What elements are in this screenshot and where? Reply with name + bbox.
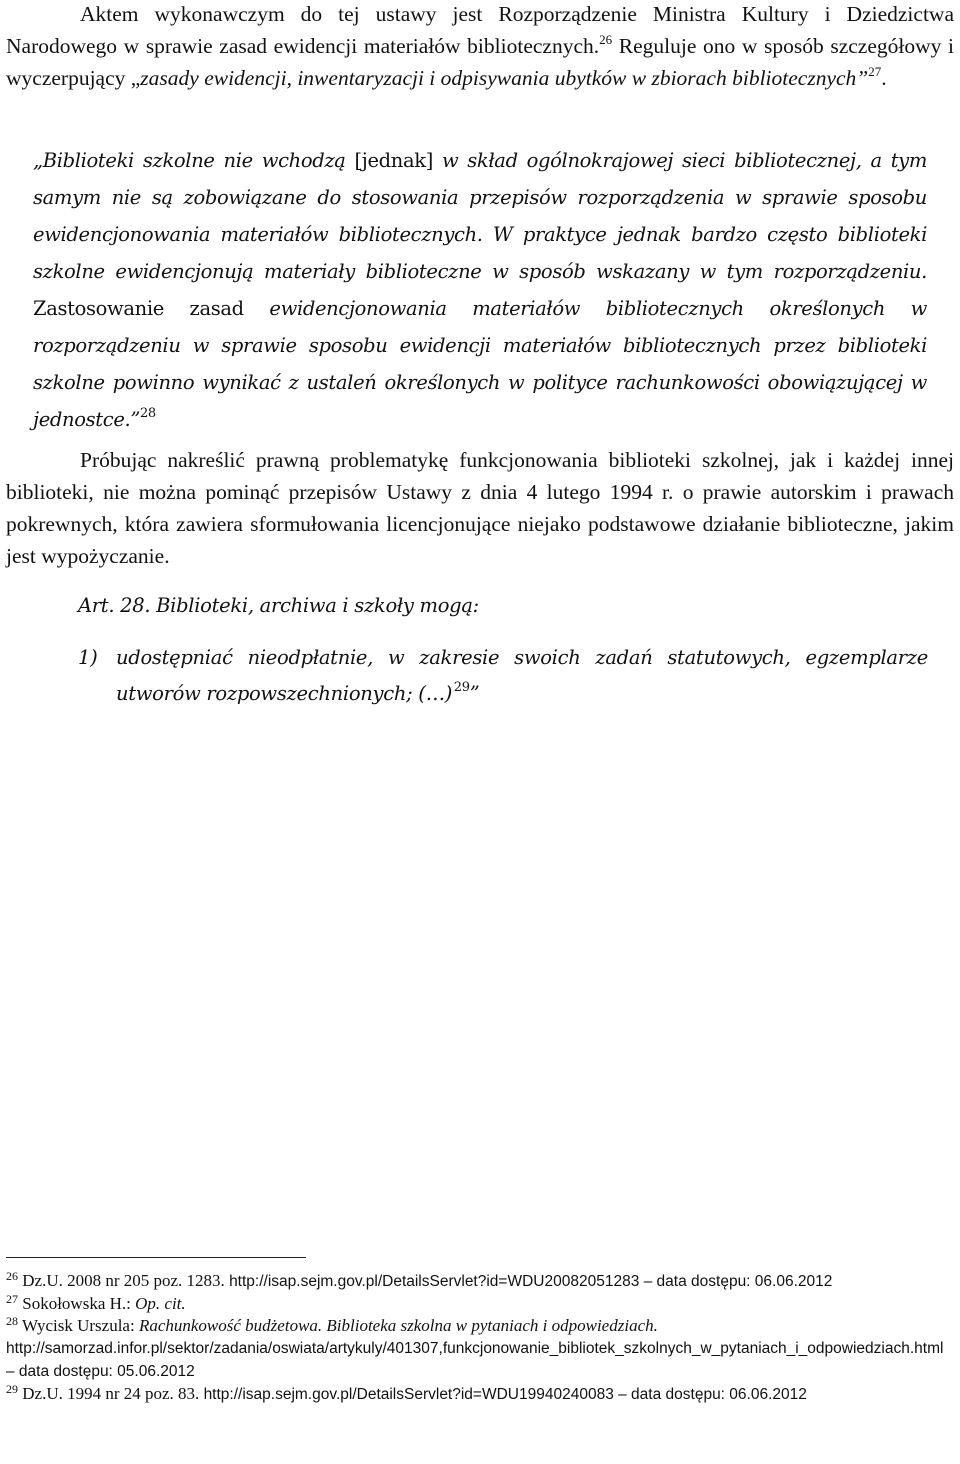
quote-insertion: [jednak] <box>354 149 434 172</box>
quote-text: w skład ogólnokrajowej sieci bibliotecznej, a tym samym nie są zobowiązane do stosowania przepisów rozporządzenia w sprawie sposobu ewidencjonowania materiałów bibliotecznych. W praktyce jednak bardzo często biblioteki szkolne ewidencjonują materiały biblioteczne w sposób wskazany w tym rozporządzeniu. <box>33 149 927 283</box>
footnote-text: Sokołowska H.: <box>22 1294 136 1313</box>
quoted-phrase: zasady ewidencji, inwentaryzacji i odpisywania ubytków w zbiorach bibliotecznych” <box>140 66 869 90</box>
quote-text: „Biblioteki szkolne nie wchodzą <box>33 149 355 172</box>
footnote-italic: Rachunkowość budżetowa. Biblioteka szkolna w pytaniach i odpowiedziach. <box>138 1316 658 1335</box>
closing-quote: ” <box>469 682 480 705</box>
footnote-italic: Op. cit. <box>135 1294 186 1313</box>
footnote-separator <box>6 1257 306 1258</box>
paragraph-end: . <box>881 66 887 90</box>
footnote-text: Wycisk Urszula: <box>21 1316 139 1335</box>
footnote-ref-26[interactable]: 26 <box>599 32 613 47</box>
footnote-text: Dz.U. 2008 nr 205 poz. 1283. <box>22 1271 230 1290</box>
footnote-number: 28 <box>6 1314 18 1328</box>
paragraph-regulation <box>6 0 954 94</box>
paragraph-text: Aktem wykonawczym do tej ustawy jest Rozporządzenie Ministra Kultury i Dziedzictwa Narodowego w sprawie zasad ewidencji materiałów bibliotecznych. <box>6 2 954 58</box>
footnote-ref-28[interactable]: 28 <box>140 406 156 421</box>
footnote-ref-27[interactable]: 27 <box>868 64 882 79</box>
footnote-link[interactable]: http://isap.sejm.gov.pl/DetailsServlet?id=WDU20082051283 – data dostępu: 06.06.2012 <box>229 1273 833 1290</box>
quote-text: ewidencjonowania materiałów bibliotecznych określonych w rozporządzeniu w sprawie sposobu ewidencji materiałów bibliotecznych przez biblioteki szkolne powinno wynikać z ustaleń określonych w polityce rachunkowości obowiązującej w jednostce.” <box>33 297 927 431</box>
footnote-28 <box>6 1315 956 1383</box>
footnote-26 <box>6 1270 956 1293</box>
footnote-27 <box>6 1293 956 1315</box>
footnote-number: 26 <box>6 1269 18 1283</box>
item-number: 1) <box>78 646 98 669</box>
footnote-ref-29[interactable]: 29 <box>453 680 470 695</box>
footnote-29 <box>6 1383 956 1406</box>
item-text-block <box>116 640 928 712</box>
paragraph-copyright-law: Próbując nakreślić prawną problematykę funkcjonowania biblioteki szkolnej, jak i każdej innej biblioteki, nie można pominąć przepisów Ustawy z dnia 4 lutego 1994 r. o prawie autorskim i prawach pokrewnych, która zawiera sformułowania licencjonujące niejako podstawowe działanie biblioteczne, jakim jest wypożyczanie. <box>6 448 954 568</box>
item-text: udostępniać nieodpłatnie, w zakresie swoich zadań statutowych, egzemplarze utworów rozpowszechnionych; (…) <box>116 646 928 705</box>
paragraph-text: Reguluje ono w sposób szczegółowy i wyczerpujący „ <box>6 34 954 90</box>
footnotes <box>6 1270 956 1406</box>
quote-text-upright: Zastosowanie zasad <box>33 297 244 320</box>
footnote-link[interactable]: http://isap.sejm.gov.pl/DetailsServlet?id=WDU19940240083 – data dostępu: 06.06.2012 <box>203 1386 807 1403</box>
article-heading: Art. 28. Biblioteki, archiwa i szkoły mogą: <box>78 594 479 617</box>
block-quote <box>33 142 927 438</box>
footnote-link[interactable]: http://samorzad.infor.pl/sektor/zadania/oswiata/artykuly/401307,funkcjonowanie_bibliotek_szkolnych_w_pytaniach_i_odpowiedziach.html – data dostępu: 05.06.2012 <box>6 1340 944 1380</box>
article-item <box>78 640 928 712</box>
footnote-number: 29 <box>6 1382 18 1396</box>
footnote-number: 27 <box>6 1292 18 1306</box>
footnote-text: Dz.U. 1994 nr 24 poz. 83. <box>22 1384 204 1403</box>
